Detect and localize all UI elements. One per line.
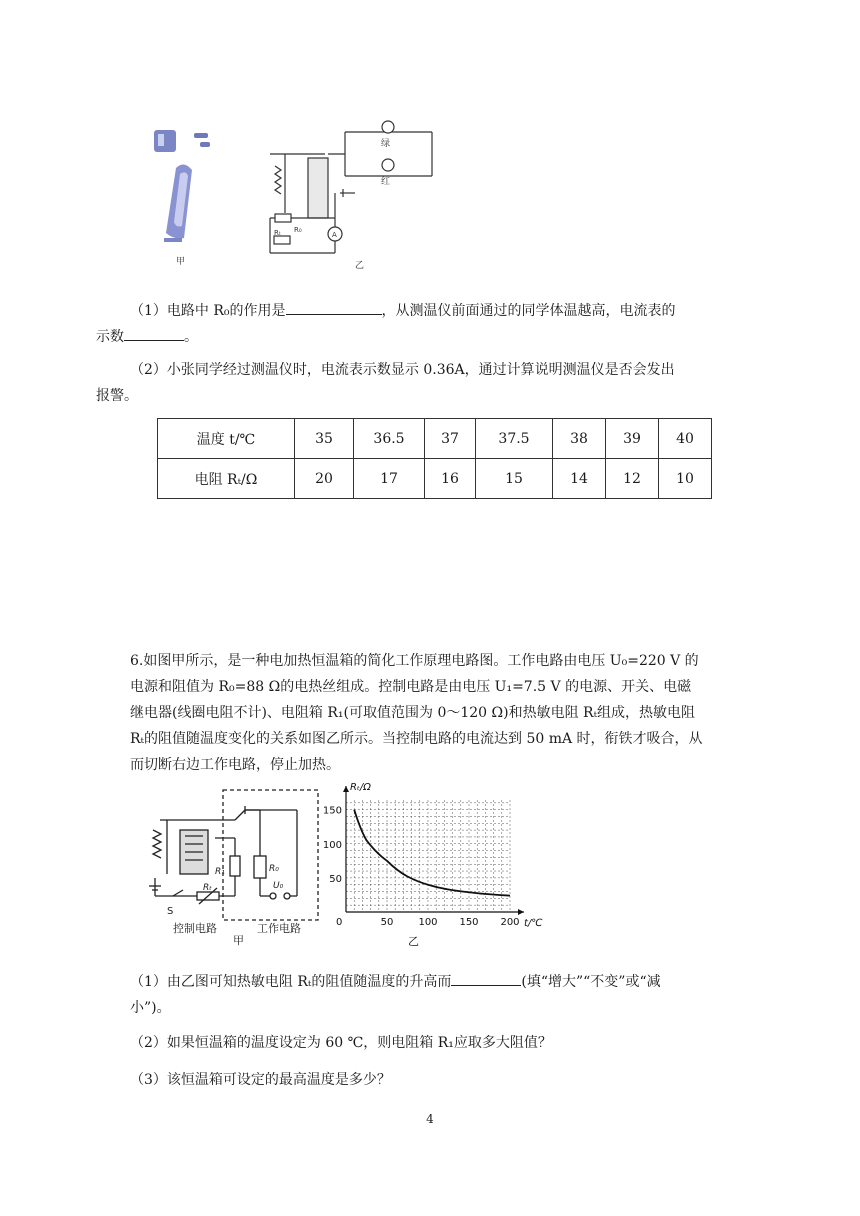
table-row bbox=[158, 459, 712, 499]
fig2-r0-label: R₀ bbox=[269, 864, 279, 874]
y-tick-label: 50 bbox=[329, 873, 342, 885]
q6-p1-text-b: (填“增大”“不变”或“减 bbox=[521, 974, 661, 990]
x-axis-arrow bbox=[518, 909, 524, 915]
table-cell: 38 bbox=[553, 419, 606, 459]
y-axis-label: Rₜ/Ω bbox=[350, 782, 371, 793]
table-cell: 37.5 bbox=[476, 419, 553, 459]
q5-part1 bbox=[96, 298, 730, 350]
table-row bbox=[158, 419, 712, 459]
table-cell: 16 bbox=[425, 459, 476, 499]
y-tick-label: 100 bbox=[322, 839, 342, 851]
fig1-label-jia: 甲 bbox=[176, 257, 186, 267]
work-circuit-label: 工作电路 bbox=[257, 922, 301, 935]
table-cell: 35 bbox=[295, 419, 354, 459]
fig2-r1-label: R₁ bbox=[215, 867, 225, 877]
answer-blank bbox=[286, 298, 382, 315]
q6-part1 bbox=[130, 969, 740, 1021]
fig1-rt-label: Rₜ bbox=[274, 229, 281, 237]
table-header-cell: 温度 t/℃ bbox=[158, 419, 295, 459]
q5-p2-text-a: （2）小张同学经过测温仪时，电流表示数显示 0.36A，通过计算说明测温仪是否会发出 bbox=[130, 362, 675, 378]
q6-line: 而切断右边工作电路，停止加热。 bbox=[130, 757, 340, 773]
q6-statement bbox=[130, 648, 740, 778]
q5-p1-text-c: 示数 bbox=[96, 329, 124, 345]
table-cell: 15 bbox=[476, 459, 553, 499]
temperature-resistance-table bbox=[157, 418, 712, 499]
q6-p1-text-c: 小”)。 bbox=[130, 1000, 171, 1016]
table-cell: 12 bbox=[606, 459, 659, 499]
x-tick-label: 200 bbox=[500, 917, 520, 928]
control-circuit-label: 控制电路 bbox=[173, 922, 217, 935]
lamp-green-label: 绿 bbox=[381, 139, 391, 149]
answer-blank bbox=[451, 969, 521, 986]
q6-part3: （3）该恒温箱可设定的最高温度是多少？ bbox=[130, 1072, 391, 1088]
table-cell: 37 bbox=[425, 419, 476, 459]
q5-p2-text-b: 报警。 bbox=[96, 388, 138, 404]
ammeter-label: A bbox=[332, 231, 337, 239]
table-cell: 20 bbox=[295, 459, 354, 499]
q6-line: 电源和阻值为 R₀=88 Ω的电热丝组成。控制电路是由电压 U₁=7.5 V 的电源、开关、电磁 bbox=[130, 679, 692, 695]
q6-part2: （2）如果恒温箱的温度设定为 60 ℃，则电阻箱 R₁应取多大阻值？ bbox=[130, 1035, 552, 1051]
answer-blank bbox=[124, 324, 184, 341]
x-tick-label: 150 bbox=[459, 917, 479, 928]
fig2-label-jia: 甲 bbox=[233, 934, 244, 947]
x-tick-label: 50 bbox=[380, 917, 394, 928]
x-axis-label: t/℃ bbox=[524, 918, 543, 929]
q5-p1-text-a: （1）电路中 R₀的作用是 bbox=[130, 303, 286, 319]
y-axis-arrow bbox=[343, 786, 349, 792]
q6-line: Rₜ的阻值随温度变化的关系如图乙所示。当控制电路的电流达到 50 mA 时，衔铁才吸合，从 bbox=[130, 731, 703, 747]
y-tick-label: 150 bbox=[322, 805, 342, 817]
figure-1 bbox=[140, 118, 440, 273]
chart-grid bbox=[346, 800, 510, 912]
fig2-rt-label: Rₜ bbox=[203, 883, 212, 893]
table-cell: 14 bbox=[553, 459, 606, 499]
switch-label: S bbox=[167, 906, 174, 917]
table-cell: 40 bbox=[659, 419, 712, 459]
fig2-label-yi: 乙 bbox=[408, 935, 419, 948]
q6-line: 6.如图甲所示，是一种电加热恒温箱的简化工作原理电路图。工作电路由电压 U₀=220 V 的 bbox=[130, 653, 699, 669]
table-header-cell: 电阻 Rₜ/Ω bbox=[158, 459, 295, 499]
table-cell: 39 bbox=[606, 419, 659, 459]
table-cell: 17 bbox=[354, 459, 425, 499]
q6-line: 继电器(线圈电阻不计)、电阻箱 R₁(可取值范围为 0～120 Ω)和热敏电阻 Rₜ组成，热敏电阻 bbox=[130, 705, 696, 721]
fig2-u0-label: U₀ bbox=[273, 881, 284, 891]
q5-p1-text-d: 。 bbox=[184, 329, 198, 345]
q5-p1-text-b: ，从测温仪前面通过的同学体温越高，电流表的 bbox=[381, 303, 676, 319]
table-cell: 10 bbox=[659, 459, 712, 499]
series-line bbox=[354, 810, 510, 896]
fig1-label-yi: 乙 bbox=[355, 261, 365, 271]
q5-part2 bbox=[96, 357, 730, 409]
chart-ticks bbox=[323, 806, 520, 928]
q6-p1-text-a: （1）由乙图可知热敏电阻 Rₜ的阻值随温度的升高而 bbox=[130, 974, 452, 990]
rt-temperature-chart bbox=[310, 776, 550, 951]
page-number: 4 bbox=[426, 1112, 434, 1126]
thermometer-photo bbox=[154, 130, 210, 267]
origin-label: 0 bbox=[336, 917, 343, 928]
lamp-red-label: 红 bbox=[381, 177, 391, 187]
fig1-r0-label: R₀ bbox=[294, 226, 302, 234]
figure-2-circuit bbox=[145, 778, 335, 948]
table-cell: 36.5 bbox=[354, 419, 425, 459]
x-tick-label: 100 bbox=[418, 917, 438, 928]
